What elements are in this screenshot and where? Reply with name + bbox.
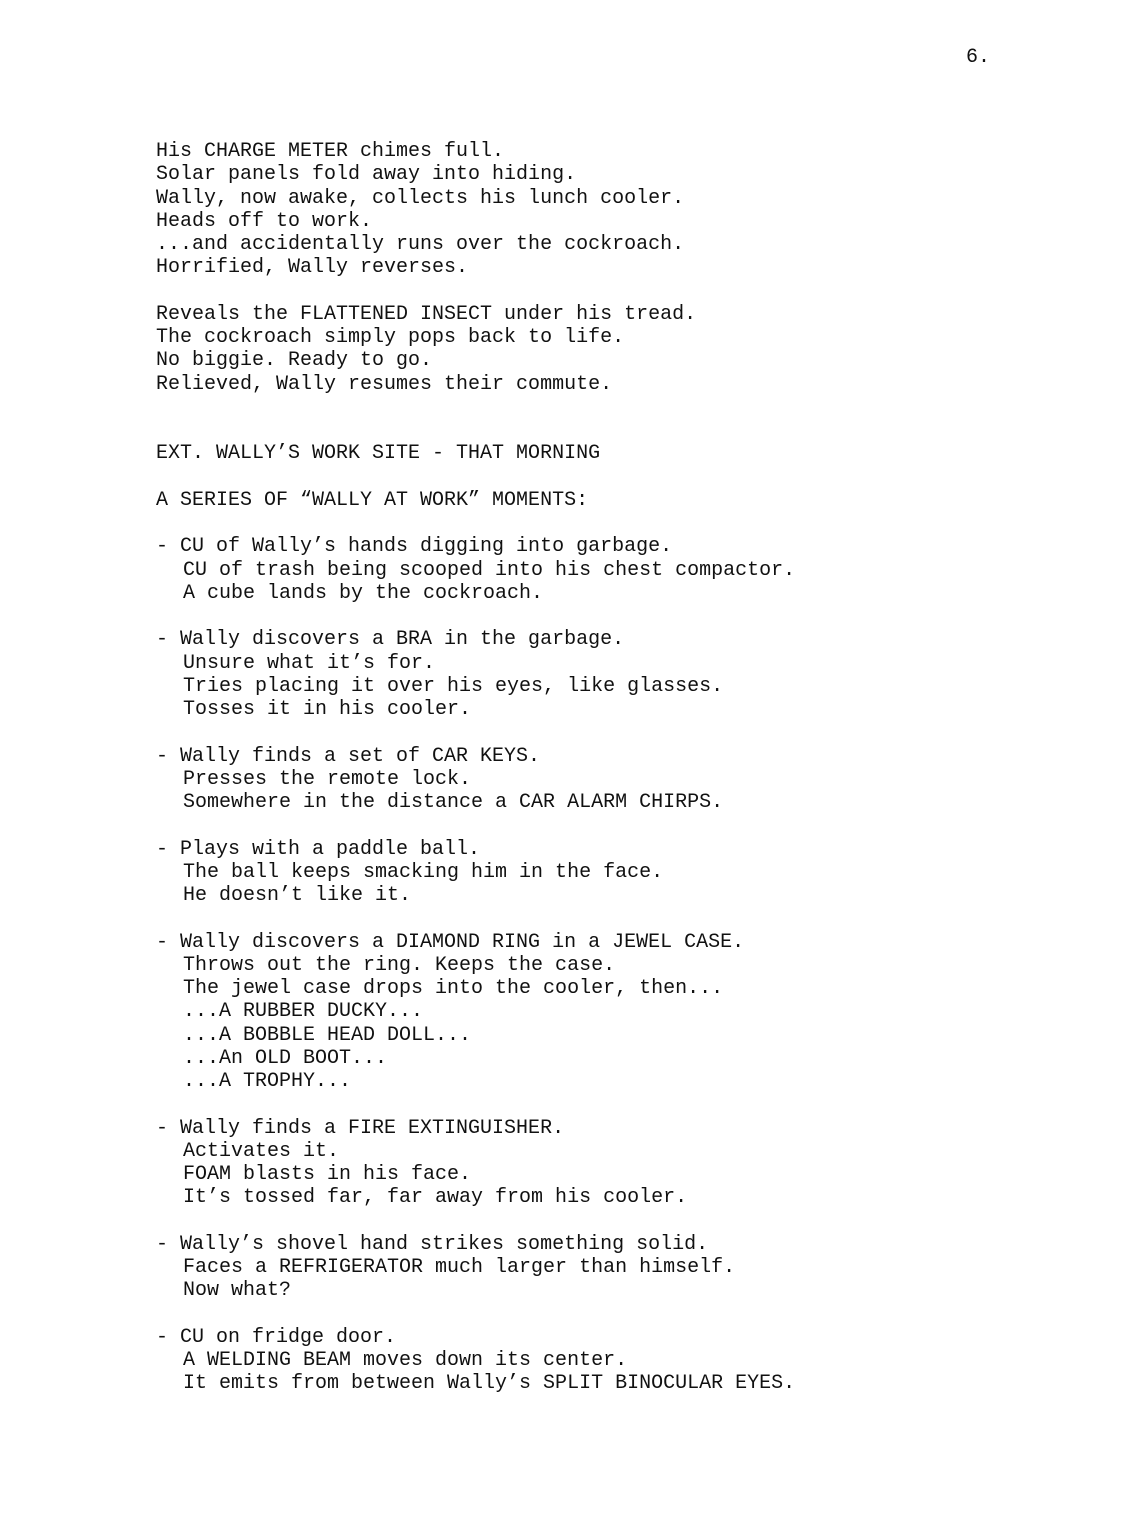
series-item: [156, 1233, 1096, 1303]
scene-heading: EXT. WALLY’S WORK SITE - THAT MORNING: [156, 442, 601, 466]
script-line: It emits from between Wally’s SPLIT BINOCULAR EYES.: [183, 1372, 796, 1396]
action-block: [156, 140, 1096, 280]
script-line: Tries placing it over his eyes, like glasses.: [183, 674, 724, 698]
script-line: FOAM blasts in his face.: [183, 1163, 472, 1186]
series-list: [156, 535, 1096, 1395]
script-line: - Wally finds a FIRE EXTINGUISHER.: [156, 1116, 565, 1140]
series-item: [156, 628, 1096, 721]
page-number: 6.: [966, 46, 991, 69]
series-item: [156, 745, 1096, 815]
script-line: Presses the remote lock.: [183, 767, 472, 791]
script-line: Tosses it in his cooler.: [183, 698, 472, 721]
script-line: It’s tossed far, far away from his cooler.: [183, 1186, 688, 1210]
script-line: A cube lands by the cockroach.: [183, 581, 544, 605]
series-item: [156, 838, 1096, 908]
series-heading: A SERIES OF “WALLY AT WORK” MOMENTS:: [156, 488, 589, 512]
script-line: His CHARGE METER chimes full.: [156, 140, 505, 163]
script-line: Somewhere in the distance a CAR ALARM CHIRPS.: [183, 791, 724, 814]
script-line: A WELDING BEAM moves down its center.: [183, 1349, 628, 1372]
series-item: [156, 1117, 1096, 1210]
script-line: No biggie. Ready to go.: [156, 349, 433, 373]
script-body: [156, 140, 1096, 1419]
series-item: [156, 535, 1096, 605]
action-block: [156, 303, 1096, 396]
script-line: Wally, now awake, collects his lunch cooler.: [156, 186, 685, 210]
script-line: Reveals the FLATTENED INSECT under his tread.: [156, 302, 697, 326]
script-line: The cockroach simply pops back to life.: [156, 326, 625, 349]
script-line: - Wally finds a set of CAR KEYS.: [156, 744, 541, 768]
script-line: Throws out the ring. Keeps the case.: [183, 953, 616, 977]
script-line: - Wally discovers a DIAMOND RING in a JEWEL CASE.: [156, 930, 745, 954]
script-line: Solar panels fold away into hiding.: [156, 163, 577, 187]
script-line: He doesn’t like it.: [183, 884, 412, 907]
script-line: ...A TROPHY...: [183, 1070, 352, 1093]
script-line: - CU on fridge door.: [156, 1325, 397, 1349]
script-line: Heads off to work.: [156, 209, 373, 233]
script-line: Faces a REFRIGERATOR much larger than himself.: [183, 1256, 736, 1279]
script-line: - CU of Wally’s hands digging into garbage.: [156, 535, 673, 559]
script-line: Relieved, Wally resumes their commute.: [156, 372, 613, 396]
script-line: - Plays with a paddle ball.: [156, 837, 481, 861]
script-line: Now what?: [183, 1279, 292, 1303]
script-line: The ball keeps smacking him in the face.: [183, 860, 664, 884]
scene-heading-block: [156, 442, 1096, 465]
series-item: [156, 1326, 1096, 1396]
script-line: ...A BOBBLE HEAD DOLL...: [183, 1023, 472, 1047]
script-line: ...and accidentally runs over the cockroach.: [156, 233, 685, 256]
script-line: ...An OLD BOOT...: [183, 1046, 388, 1070]
script-line: Activates it.: [183, 1139, 340, 1163]
series-heading-block: [156, 489, 1096, 512]
script-line: - Wally’s shovel hand strikes something solid.: [156, 1232, 709, 1256]
script-line: - Wally discovers a BRA in the garbage.: [156, 628, 625, 652]
script-line: CU of trash being scooped into his chest compactor.: [183, 558, 796, 582]
script-line: Unsure what it’s for.: [183, 651, 436, 675]
script-line: ...A RUBBER DUCKY...: [183, 1000, 424, 1024]
series-item: [156, 931, 1096, 1094]
script-line: Horrified, Wally reverses.: [156, 256, 469, 280]
script-line: The jewel case drops into the cooler, then...: [183, 977, 724, 1000]
